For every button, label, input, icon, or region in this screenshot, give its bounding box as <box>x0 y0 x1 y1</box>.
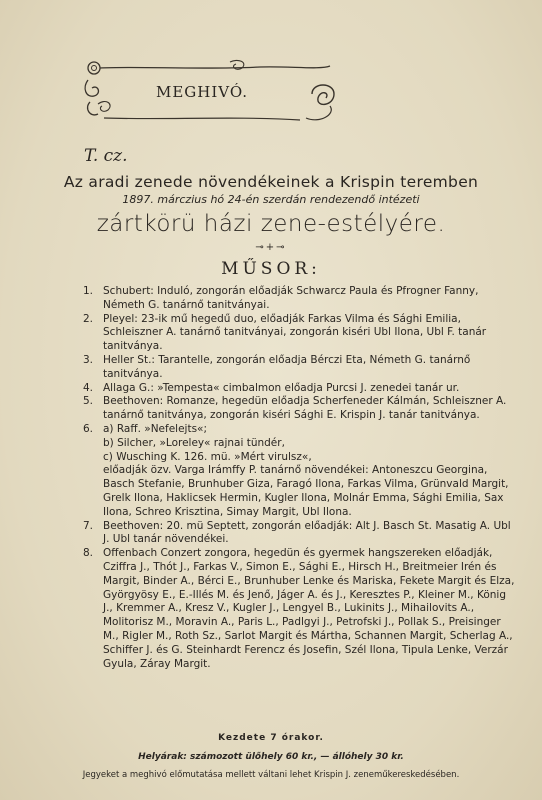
ticket-prices: Helyárak: számozott ülőhely 60 kr., — állóhely 30 kr. <box>138 752 404 762</box>
program-list <box>83 285 515 671</box>
item-number: 6. <box>83 422 94 435</box>
item-text: Pleyel: 23-ik mű hegedű duo, előadják Farkas Vilma és Sághi Emilia, Schleiszner A. tanárnő tanitványai, zongorán kiséri Ubl Ilona, Ubl F. tanár tanitványa. <box>103 312 487 353</box>
invitation-title: MEGHIVÓ. <box>156 83 249 101</box>
program-subitem: b) Silcher, »Loreley« rajnai tündér, <box>103 436 285 449</box>
program-item <box>83 423 515 437</box>
intro-line-1: Az aradi zenede növendékeinek a Krispin teremben <box>63 173 479 191</box>
program-subitem: c) Wusching K. 126. mü. »Mért virulsz«, <box>103 450 312 463</box>
program-item <box>83 382 515 396</box>
program-item <box>83 354 515 382</box>
item-number: 8. <box>83 547 94 560</box>
event-title: zártkörü házi zene-estélyére. <box>96 211 446 237</box>
item-text: Allaga G.: »Tempesta« cimbalmon előadja Purcsi J. zenedei tanár ur. <box>103 381 460 394</box>
item-text: Heller St.: Tarantelle, zongorán előadja Bérczi Eta, Németh G. tanárnő tanitványa. <box>103 353 471 380</box>
ticket-info: Jegyeket a meghivó előmutatása mellett váltani lehet Krispin J. zeneműkereskedésében. <box>82 770 460 780</box>
item-text: Beethoven: 20. mü Septett, zongorán előadják: Alt J. Basch St. Masatig A. Ubl J. Ubl tanár növendékei. <box>103 519 511 546</box>
program-item <box>83 395 515 423</box>
program-performers: előadják özv. Varga Irámffy P. tanárnő növendékei: Antoneszcu Georgina, Basch Stefanie, Brunhuber Giza, Faragó Ilona, Farkas Vilma, Grünvald Margit, Grelk Ilona, Haklicsek Hermin, Kugler Ilona, Molnár Emma, Sághi Emilia, Sax Ilona, Schreo Krisztina, Simay Margit, Ubl Ilona. <box>103 464 509 518</box>
item-text: Schubert: Induló, zongorán előadják Schwarcz Paula és Pfrogner Fanny, Németh G. tanárnő tanitványai. <box>103 285 479 311</box>
program-item <box>83 285 515 313</box>
intro-line-2: 1897. márczius hó 24-én szerdán rendezendő intézeti <box>122 193 420 206</box>
item-number: 1. <box>83 285 94 297</box>
item-text: a) Raff. »Nefelejts«; <box>103 422 208 435</box>
program-item <box>83 520 515 548</box>
item-number: 4. <box>83 381 94 394</box>
program-item <box>83 547 515 671</box>
salutation: T. cz. <box>84 146 128 166</box>
item-text: Beethoven: Romanze, hegedün előadja Scherfeneder Kálmán, Schleiszner A. tanárnő tanitványa, zongorán kiséri Sághi E. Krispin J. tanár tanitványa. <box>103 395 507 422</box>
item-text: Offenbach Conzert zongora, hegedün és gyermek hangszereken előadják, Cziffra J., Thót J., Farkas V., Simon E., Sághi E., Hirsch H., Breitmeier Irén és Margit, Binder A., Bérci E., Brunhuber Lenke és Mariska, Fekete Margit és Elza, Györgyösy E., E.-Illés M. és Jenő, Jáger A. és J., Keresztes P., Kleiner M., König J., Kremmer A., Kresz V., Kugler J., Lengyel B., Lukinits J., Mihailovits A., Molitorisz M., Moravin A., Paris L., Padlgyi J., Petrofski J., Pollak S., Preisinger M., Rigler M., Roth Sz., Sarlot Margit és Mártha, Schannen Margit, Scherlag A., Schiffer J. és G. Steinhardt Ferencz és Josefin, Szél Ilona, Tipula Lenke, Verzár Gyula, Záray Margit. <box>103 547 515 670</box>
program-heading: MŰSOR: <box>221 259 321 279</box>
item-number: 7. <box>83 519 94 532</box>
item-number: 3. <box>83 353 94 366</box>
item-number: 5. <box>83 395 94 408</box>
program-item <box>83 313 515 354</box>
divider-ornament: ⊸+⊸ <box>255 242 287 253</box>
item-number: 2. <box>83 312 94 325</box>
start-time: Kezdete 7 órakor. <box>218 733 324 743</box>
